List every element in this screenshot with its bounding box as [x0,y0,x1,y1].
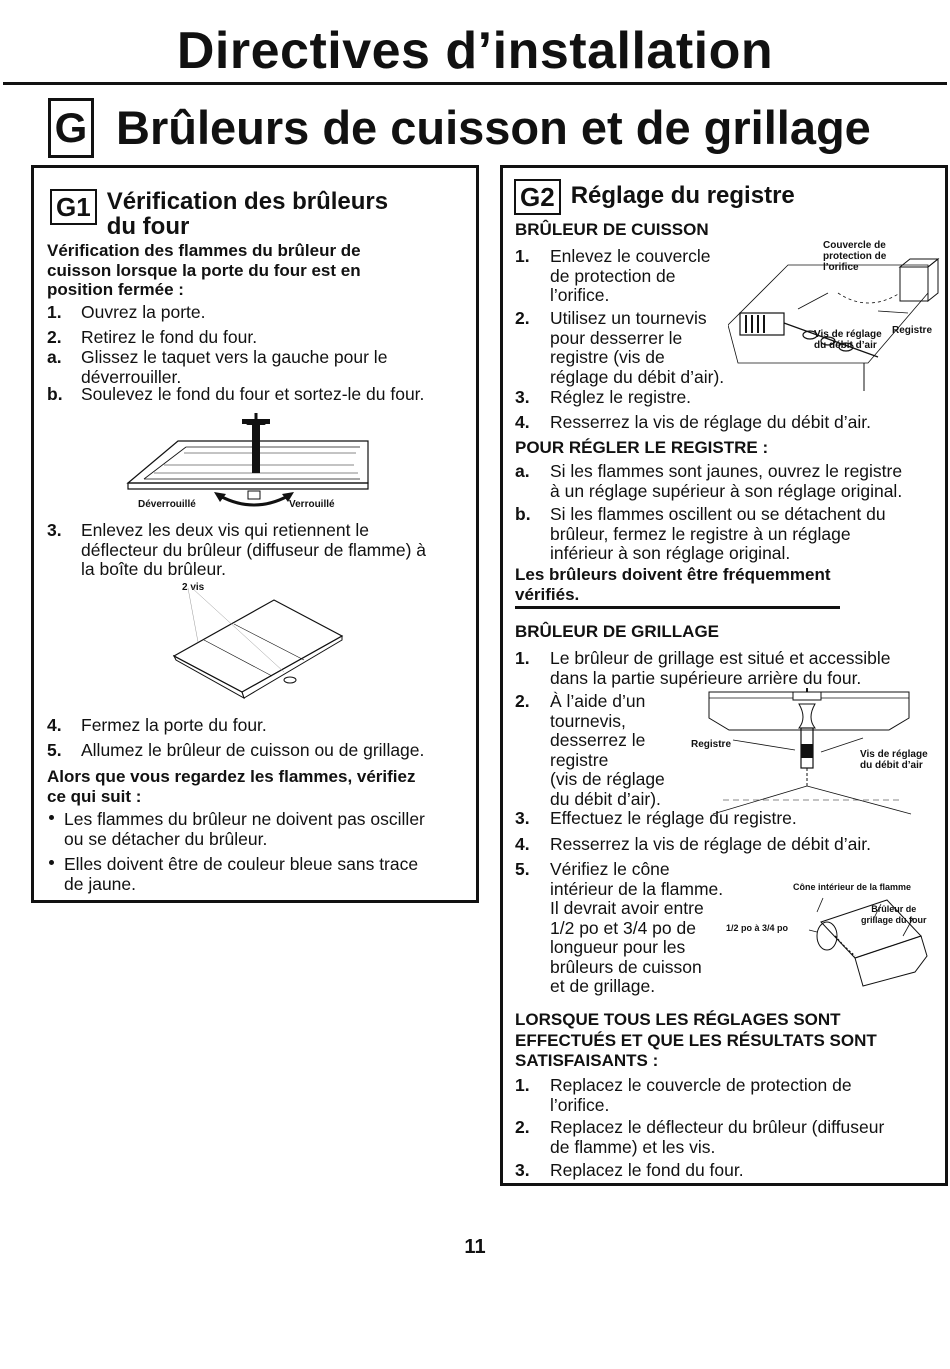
title-divider [3,82,947,85]
bullet-icon [49,815,54,820]
g1-intro: Vérification des flammes du brûleur de cuisson lorsque la porte du four est en position fermée : [47,241,361,299]
lock-arrow-icon [214,490,294,512]
step-text: Resserrez la vis de réglage du débit d’air. [550,412,872,432]
flame-spreader-illustration [164,588,354,708]
step-letter: a. [515,461,530,481]
label-orifice-cover: Couvercle de protection de l’orifice [823,240,887,273]
step-text: Replacez le déflecteur du brûleur (diffuseur de flamme) et les vis. [550,1117,885,1157]
bake-shutter-illustration [728,253,948,393]
step-text: Si les flammes oscillent ou se détachent du brûleur, fermez le registre à un réglage inférieur à son réglage original. [550,504,886,563]
step-number: 5. [47,740,62,760]
step-text: Soulevez le fond du four et sortez-le du four. [81,384,425,404]
step-text: Vérifiez le cône intérieur de la flamme. Il devrait avoir entre 1/2 po et 3/4 po de longueur pour les brûleurs de cuisson et de grillage. [550,859,724,996]
g2-panel [500,165,948,1186]
g1-title-line: du four [106,213,190,240]
step-text: Effectuez le réglage du registre. [550,808,797,828]
section-heading [48,97,871,159]
step-number: 3. [47,520,62,540]
g1-badge: G1 [50,189,97,225]
label-unlocked: Déverrouillé [138,499,196,510]
g2-title: Réglage du registre [570,182,795,209]
g1-panel [31,165,479,903]
bake-burner-heading: BRÛLEUR DE CUISSON [515,220,709,239]
adjust-shutter-heading: POUR RÉGLER LE REGISTRE : [515,438,769,457]
step-text: Replacez le fond du four. [550,1160,744,1180]
section-divider [515,606,840,609]
g2-heading [514,179,795,215]
step-number: 4. [515,412,530,432]
bullet-text: Les flammes du brûleur ne doivent pas osciller ou se détacher du brûleur. [64,809,425,849]
step-letter: b. [515,504,531,524]
label-screws: 2 vis [182,582,205,593]
step-number: 2. [515,691,530,711]
step-text: Le brûleur de grillage est situé et accessible dans la partie supérieure arrière du four. [550,648,891,688]
step-number: 3. [515,1160,530,1180]
section-letter-badge: G [48,98,94,158]
label-shutter: Registre [892,325,933,336]
g2-badge: G2 [514,179,561,215]
step-number: 5. [515,859,530,879]
step-text: Retirez le fond du four. [81,327,258,347]
g1-check-heading: Alors que vous regardez les flammes, vérifiez ce qui suit : [47,767,416,806]
step-text: Ouvrez la porte. [81,302,206,322]
label-broil-burner: Brûleur de grillage du four [861,904,927,925]
step-text: Replacez le couvercle de protection de l’orifice. [550,1075,852,1115]
step-text: Si les flammes sont jaunes, ouvrez le registre à un réglage supérieur à son réglage original. [550,461,903,501]
label-air-screw-broil: Vis de réglage du débit d’air [860,749,928,771]
final-heading: LORSQUE TOUS LES RÉGLAGES SONT EFFECTUÉS ET QUE LES RÉSULTATS SONT SATISFAISANTS : [515,1010,877,1070]
step-number: 2. [515,1117,530,1137]
step-letter: b. [47,384,63,404]
step-text: Enlevez les deux vis qui retiennent le déflecteur du brûleur (diffuseur de flamme) à la boîte du brûleur. [81,520,426,579]
step-text: Utilisez un tournevis pour desserrer le registre (vis de réglage du débit d’air). [550,308,725,387]
step-number: 1. [47,302,62,322]
step-number: 2. [515,308,530,328]
step-text: Resserrez la vis de réglage de débit d’air. [550,834,872,854]
section-title: Brûleurs de cuisson et de grillage [116,101,871,154]
page-title: Directives d’installation [176,22,774,80]
step-letter: a. [47,347,62,367]
g1-heading [50,189,388,239]
step-number: 1. [515,648,530,668]
step-number: 4. [515,834,530,854]
step-number: 1. [515,1075,530,1095]
label-cone-length: 1/2 po à 3/4 po [726,923,789,933]
step-text: Enlevez le couvercle de protection de l’orifice. [550,246,711,305]
page-number: 11 [464,1236,486,1258]
label-flame-cone: Cône intérieur de la flamme [793,882,912,892]
g1-title-line: Vérification des brûleurs [106,188,389,215]
step-number: 3. [515,387,530,407]
bullet-text: Elles doivent être de couleur bleue sans trace de jaune. [64,854,419,894]
step-text: À l’aide d’un tournevis, desserrez le registre (vis de réglage du débit d’air). [550,691,665,809]
bullet-icon [49,860,54,865]
step-number: 3. [515,808,530,828]
g1-title [107,189,388,239]
step-text: Réglez le registre. [550,387,692,407]
step-text: Fermez la porte du four. [81,715,267,735]
step-text: Glissez le taquet vers la gauche pour le déverrouiller. [81,347,388,387]
label-shutter-broil: Registre [691,739,732,750]
warning-text: Les brûleurs doivent être fréquemment vérifiés. [515,565,831,604]
broil-burner-heading: BRÛLEUR DE GRILLAGE [515,622,719,641]
label-air-screw: Vis de réglage du débit d’air [814,329,882,351]
step-number: 1. [515,246,530,266]
step-text: Allumez le brûleur de cuisson ou de grillage. [81,740,425,760]
step-number: 4. [47,715,62,735]
step-number: 2. [47,327,62,347]
label-locked: Verrouillé [289,499,335,510]
